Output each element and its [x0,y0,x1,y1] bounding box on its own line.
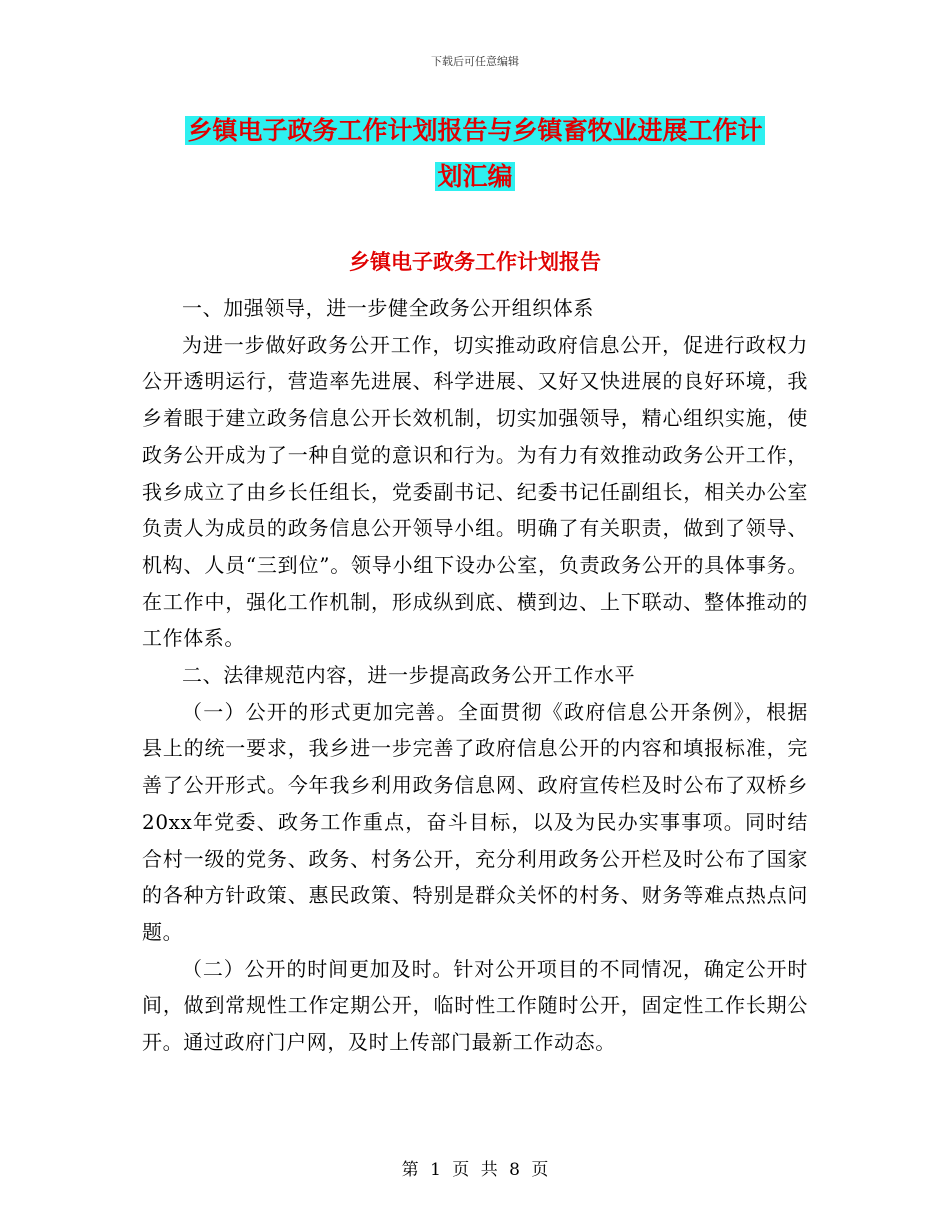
page-footer: 第 1 页 共 8 页 [401,1160,549,1180]
document-title-line-1: 乡镇电子政务工作计划报告与乡镇畜牧业进展工作计 [187,116,763,145]
heading-one: 一、加强领导，进一步健全政务公开组织体系 [182,296,594,320]
document-title [142,108,808,200]
document-title-line-2: 划汇编 [437,162,513,191]
paragraph: （一）公开的形式更加完善。全面贯彻《政府信息公开条例》，根据县上的统一要求，我乡进一步完善了政府信息公开的内容和填报标准，完善了公开形式。今年我乡利用政务信息网、政府宣传栏及时公布了双桥乡20xx年党委、政务工作重点，奋斗目标，以及为民办实事事项。同时结合村一级的党务、政务、村务公开，充分利用政务公开栏及时公布了国家的各种方针政策、惠民政策、特别是群众关怀的村务、财务等难点热点问题。 [142,699,808,944]
document-body [142,290,808,1061]
heading-two: 二、法律规范内容，进一步提高政务公开工作水平 [182,663,636,688]
paragraph: 为进一步做好政务公开工作，切实推动政府信息公开，促进行政权力公开透明运行，营造率先进展、科学进展、又好又快进展的良好环境，我乡着眼于建立政务信息公开长效机制，切实加强领导，精心组织实施，使政务公开成为了一种自觉的意识和行为。为有力有效推动政务公开工作，我乡成立了由乡长任组长，党委副书记、纪委书记任副组长，相关办公室负责人为成员的政务信息公开领导小组。明确了有关职责，做到了领导、机构、人员“三到位”。领导小组下设办公室，负责政务公开的具体事务。在工作中，强化工作机制，形成纵到底、横到边、上下联动、整体推动的工作体系。 [142,332,808,651]
section-title: 乡镇电子政务工作计划报告 [349,250,601,274]
paragraph: （二）公开的时间更加及时。针对公开项目的不同情况，确定公开时间，做到常规性工作定期公开，临时性工作随时公开，固定性工作长期公开。通过政府门户网，及时上传部门最新工作动态。 [142,956,808,1055]
header-note: 下载后可任意编辑 [431,55,519,68]
